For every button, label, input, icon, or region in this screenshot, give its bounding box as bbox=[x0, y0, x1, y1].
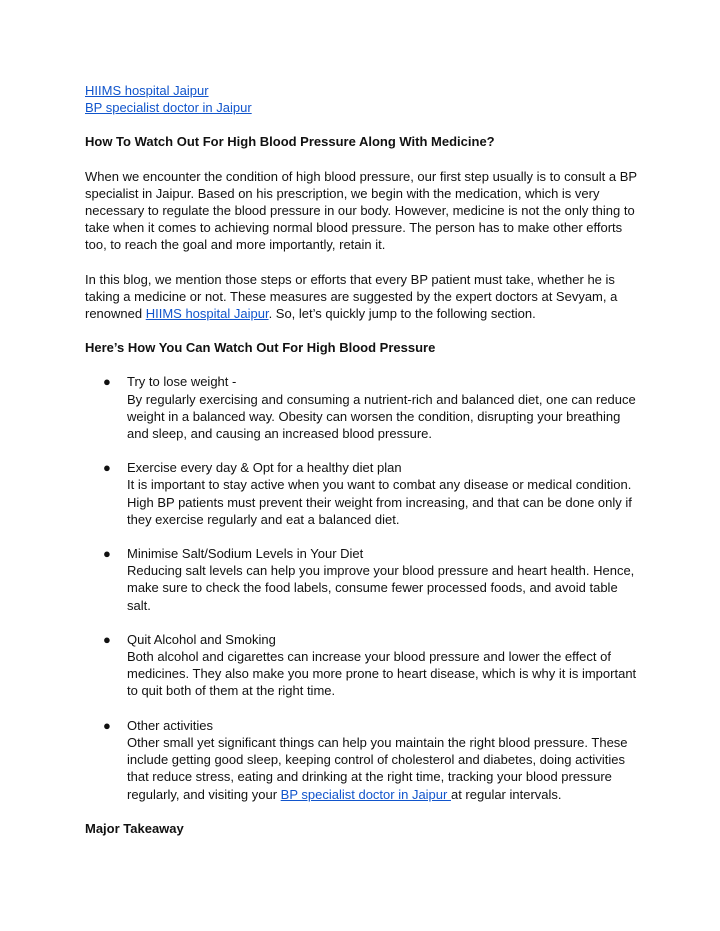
list-item-title: Try to lose weight - bbox=[127, 374, 237, 390]
bp-specialist-inline-link[interactable]: BP specialist doctor in Jaipur bbox=[280, 786, 451, 802]
bullet-icon: ● bbox=[103, 374, 111, 390]
list-item-title: Minimise Salt/Sodium Levels in Your Diet bbox=[127, 546, 364, 562]
steps-heading: Here’s How You Can Watch Out For High Blood Pressure bbox=[85, 340, 436, 356]
list-item-title: Exercise every day & Opt for a healthy diet plan bbox=[127, 460, 402, 476]
list-item-body: It is important to stay active when you want to combat any disease or medical condition. High BP patients must prevent their weight from increasing, and that can be done only if they exercise regularly and eat a balanced diet. bbox=[127, 477, 632, 527]
blog-text-after: . So, let’s quickly jump to the following section. bbox=[268, 306, 536, 322]
bp-specialist-link[interactable]: BP specialist doctor in Jaipur bbox=[85, 100, 252, 116]
bullet-icon: ● bbox=[103, 460, 111, 476]
bullet-icon: ● bbox=[103, 631, 111, 647]
list-item-salt bbox=[85, 545, 637, 614]
list-item-other-activities bbox=[85, 717, 637, 803]
list-item-lose-weight bbox=[85, 373, 637, 442]
intro-paragraph: When we encounter the condition of high blood pressure, our first step usually is to consult a BP specialist in Jaipur. Based on his prescription, we begin with the medication, which is very necessary to regulate the blood pressure in our body. However, medicine is not the only thing to take when it comes to achieving normal blood pressure. The person has to make other efforts too, to reach the goal and more importantly, retain it. bbox=[85, 168, 637, 253]
list-item-title: Quit Alcohol and Smoking bbox=[127, 631, 276, 647]
bullet-icon: ● bbox=[103, 546, 111, 562]
hiims-hospital-link[interactable]: HIIMS hospital Jaipur bbox=[85, 83, 209, 98]
top-links bbox=[85, 82, 637, 116]
list-item-body: By regularly exercising and consuming a nutrient-rich and balanced diet, one can reduce weight in a balanced way. Obesity can worsen the condition, disrupting your breathing and sleep, and causing an increased blood pressure. bbox=[127, 391, 636, 442]
list-item-body: Reducing salt levels can help you improve your blood pressure and heart health. Hence, make sure to check the food labels, consume fewer processed foods, and avoid table salt. bbox=[127, 563, 635, 613]
list-item-body bbox=[127, 734, 637, 803]
main-heading: How To Watch Out For High Blood Pressure Along With Medicine? bbox=[85, 134, 495, 150]
blog-paragraph bbox=[85, 271, 637, 323]
blog-text-before: In this blog, we mention those steps or efforts that every BP patient must take, whether he is taking a medicine or not. These measures are suggested by the expert doctors at Sevyam, a renowned bbox=[85, 271, 618, 322]
takeaway-heading: Major Takeaway bbox=[85, 820, 184, 836]
steps-list bbox=[85, 373, 637, 802]
list-item-exercise bbox=[85, 459, 637, 528]
list-item-alcohol-smoking bbox=[85, 631, 637, 700]
list-item-body: Both alcohol and cigarettes can increase your blood pressure and lower the effect of medicines. They also make you more prone to heart disease, which is why it is important to quit both of them at the right time. bbox=[127, 649, 637, 699]
body-text-after: at regular intervals. bbox=[450, 786, 562, 802]
blog-hospital-link[interactable]: HIIMS hospital Jaipur bbox=[145, 306, 269, 322]
body-text-before: Other small yet significant things can help you maintain the right blood pressure. These include getting good sleep, keeping control of cholesterol and diabetes, doing activities that reduce stress, eating and drinking at the right time, tracking your blood pressure regularly, and visiting your bbox=[127, 734, 628, 802]
bullet-icon: ● bbox=[103, 717, 111, 733]
document-content bbox=[85, 82, 637, 854]
list-item-title: Other activities bbox=[127, 717, 213, 733]
